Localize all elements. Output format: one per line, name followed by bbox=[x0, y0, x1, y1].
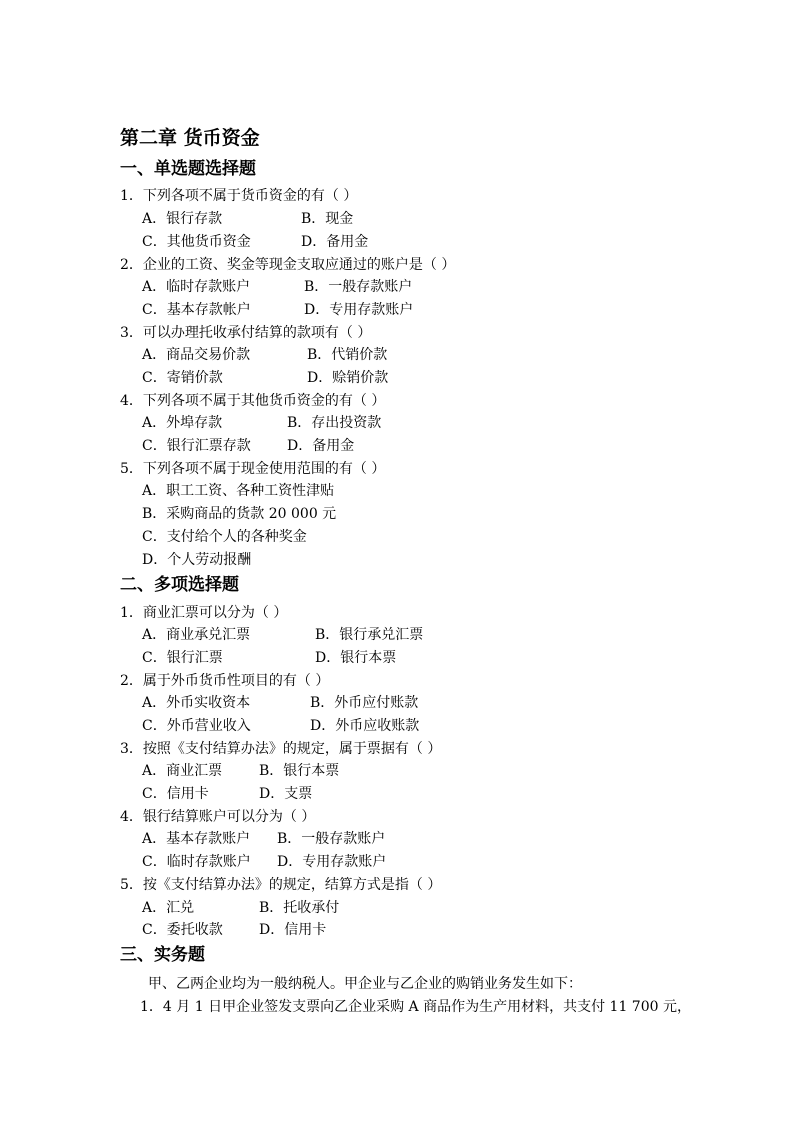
option-a: A．基本存款账户 bbox=[142, 831, 251, 847]
option-a: A．商业汇票 bbox=[142, 763, 223, 779]
option-c: C．寄销价款 bbox=[142, 370, 223, 386]
section-heading-multiple-choice: 二、多项选择题 bbox=[120, 575, 239, 595]
chapter-title: 第二章 货币资金 bbox=[120, 127, 260, 149]
option-d: D．备用金 bbox=[301, 234, 369, 250]
option-b: B．银行本票 bbox=[259, 763, 340, 779]
option-c: C．基本存款帐户 bbox=[142, 302, 251, 318]
question-stem: 5．下列各项不属于现金使用范围的有（ ） bbox=[120, 461, 386, 477]
option-c: C．银行汇票存款 bbox=[142, 438, 251, 454]
option-a: A．汇兑 bbox=[142, 900, 195, 916]
option-b: B．一般存款账户 bbox=[277, 831, 386, 847]
question-stem: 4．银行结算账户可以分为（ ） bbox=[120, 809, 316, 825]
option-c: C．银行汇票 bbox=[142, 650, 223, 666]
section-heading-single-choice: 一、单选题选择题 bbox=[120, 159, 256, 179]
option-d: D．银行本票 bbox=[315, 650, 397, 666]
section-heading-practical: 三、实务题 bbox=[120, 945, 205, 965]
option-b: B．银行承兑汇票 bbox=[315, 627, 424, 643]
option-c: C．支付给个人的各种奖金 bbox=[142, 529, 307, 545]
question-stem: 2．属于外币货币性项目的有（ ） bbox=[120, 673, 330, 689]
paragraph-item: 1．4 月 1 日甲企业签发支票向乙企业采购 A 商品作为生产用材料，共支付 11 700 元， bbox=[140, 999, 691, 1015]
option-c: C．委托收款 bbox=[142, 922, 223, 938]
option-a: A．银行存款 bbox=[142, 211, 223, 227]
question-stem: 3．按照《支付结算办法》的规定，属于票据有（ ） bbox=[120, 741, 442, 757]
option-d: D．个人劳动报酬 bbox=[142, 552, 252, 568]
option-c: C．信用卡 bbox=[142, 786, 209, 802]
option-a: A．外币实收资本 bbox=[142, 695, 251, 711]
option-a: A．商业承兑汇票 bbox=[142, 627, 251, 643]
option-c: C．外币营业收入 bbox=[142, 718, 251, 734]
option-d: D．赊销价款 bbox=[307, 370, 389, 386]
paragraph-intro: 甲、乙两企业均为一般纳税人。甲企业与乙企业的购销业务发生如下： bbox=[148, 976, 582, 992]
option-d: D．备用金 bbox=[287, 438, 355, 454]
option-b: B．代销价款 bbox=[307, 347, 388, 363]
option-a: A．职工工资、各种工资性津贴 bbox=[142, 483, 335, 499]
option-d: D．专用存款账户 bbox=[304, 302, 414, 318]
option-a: A．商品交易价款 bbox=[142, 347, 251, 363]
option-b: B．托收承付 bbox=[259, 900, 340, 916]
question-stem: 4．下列各项不属于其他货币资金的有（ ） bbox=[120, 393, 386, 409]
option-c: C．其他货币资金 bbox=[142, 234, 251, 250]
option-c: C．临时存款账户 bbox=[142, 854, 251, 870]
question-stem: 1．下列各项不属于货币资金的有（ ） bbox=[120, 188, 358, 204]
option-d: D．外币应收账款 bbox=[310, 718, 420, 734]
option-b: B．一般存款账户 bbox=[304, 279, 413, 295]
option-b: B．采购商品的货款 20 000 元 bbox=[142, 506, 337, 522]
option-d: D．支票 bbox=[259, 786, 313, 802]
question-stem: 3．可以办理托收承付结算的款项有（ ） bbox=[120, 325, 372, 341]
option-a: A．临时存款账户 bbox=[142, 279, 251, 295]
option-b: B．存出投资款 bbox=[287, 415, 382, 431]
option-d: D．专用存款账户 bbox=[277, 854, 387, 870]
option-b: B．外币应付账款 bbox=[310, 695, 419, 711]
option-a: A．外埠存款 bbox=[142, 415, 223, 431]
option-d: D．信用卡 bbox=[259, 922, 327, 938]
question-stem: 1．商业汇票可以分为（ ） bbox=[120, 605, 288, 621]
option-b: B．现金 bbox=[301, 211, 354, 227]
question-stem: 2．企业的工资、奖金等现金支取应通过的账户是（ ） bbox=[120, 257, 456, 273]
question-stem: 5．按《支付结算办法》的规定，结算方式是指（ ） bbox=[120, 877, 442, 893]
